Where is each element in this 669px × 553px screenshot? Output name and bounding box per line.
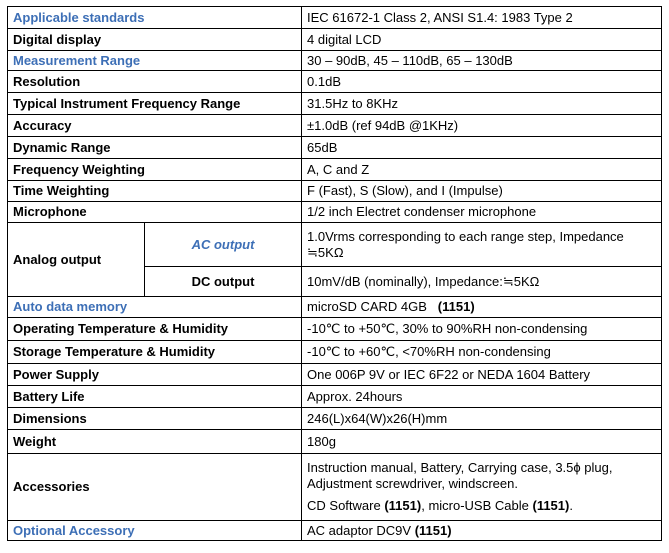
accessories-label: Accessories [8, 454, 302, 521]
storage-temp-label: Storage Temperature & Humidity [8, 341, 302, 364]
resolution-label: Resolution [8, 71, 302, 93]
battery-life-value: Approx. 24hours [302, 386, 662, 408]
optional-accessory-model: (1151) [414, 522, 452, 538]
microphone-value: 1/2 inch Electret condenser microphone [302, 202, 662, 223]
measurement-range-value: 30 – 90dB, 45 – 110dB, 65 – 130dB [302, 51, 662, 71]
row-frequency-weighting [8, 159, 662, 181]
measurement-range-label: Measurement Range [8, 51, 302, 71]
dc-output-value: 10mV/dB (nominally), Impedance:≒5KΩ [302, 267, 662, 297]
accessories-period: . [569, 498, 573, 513]
frequency-range-value: 31.5Hz to 8KHz [302, 93, 662, 115]
auto-data-memory-value [302, 297, 662, 318]
analog-output-label: Analog output [8, 223, 145, 297]
optional-accessory-value [302, 521, 662, 541]
row-accuracy [8, 115, 662, 137]
optional-accessory-label: Optional Accessory [8, 521, 302, 541]
row-power-supply [8, 364, 662, 386]
accessories-value [302, 454, 662, 521]
usb-cable-model: (1151) [532, 498, 570, 513]
accessories-text: Instruction manual, Battery, Carrying case, 3.5ϕ plug, Adjustment screwdriver, windscreen. [307, 460, 613, 491]
dynamic-range-value: 65dB [302, 137, 662, 159]
row-frequency-range [8, 93, 662, 115]
optional-accessory-text: AC adaptor DC9V [307, 522, 412, 538]
time-weighting-label: Time Weighting [8, 181, 302, 202]
row-resolution [8, 71, 662, 93]
digital-display-value: 4 digital LCD [302, 29, 662, 51]
row-measurement-range [8, 51, 662, 71]
row-time-weighting [8, 181, 662, 202]
storage-temp-value: -10℃ to +60℃, <70%RH non-condensing [302, 341, 662, 364]
row-microphone [8, 202, 662, 223]
row-battery-life [8, 386, 662, 408]
accuracy-label: Accuracy [8, 115, 302, 137]
microphone-label: Microphone [8, 202, 302, 223]
row-weight [8, 430, 662, 454]
operating-temp-value: -10℃ to +50℃, 30% to 90%RH non-condensing [302, 318, 662, 341]
row-auto-data-memory [8, 297, 662, 318]
row-dynamic-range [8, 137, 662, 159]
dynamic-range-label: Dynamic Range [8, 137, 302, 159]
row-operating-temp [8, 318, 662, 341]
row-applicable-standards [8, 7, 662, 29]
accuracy-value: ±1.0dB (ref 94dB @1KHz) [302, 115, 662, 137]
frequency-range-label: Typical Instrument Frequency Range [8, 93, 302, 115]
dimensions-value: 246(L)x64(W)x26(H)mm [302, 408, 662, 430]
weight-label: Weight [8, 430, 302, 454]
weight-value: 180g [302, 430, 662, 454]
digital-display-label: Digital display [8, 29, 302, 51]
operating-temp-label: Operating Temperature & Humidity [8, 318, 302, 341]
dimensions-label: Dimensions [8, 408, 302, 430]
applicable-standards-label: Applicable standards [8, 7, 302, 29]
resolution-value: 0.1dB [302, 71, 662, 93]
frequency-weighting-label: Frequency Weighting [8, 159, 302, 181]
specifications-table [7, 6, 662, 541]
row-accessories [8, 454, 662, 521]
power-supply-value: One 006P 9V or IEC 6F22 or NEDA 1604 Battery [302, 364, 662, 386]
time-weighting-value: F (Fast), S (Slow), and I (Impulse) [302, 181, 662, 202]
usb-cable-text: , micro-USB Cable [421, 498, 529, 513]
row-optional-accessory [8, 521, 662, 541]
power-supply-label: Power Supply [8, 364, 302, 386]
dc-output-label: DC output [145, 267, 302, 297]
applicable-standards-value: IEC 61672-1 Class 2, ANSI S1.4: 1983 Type 2 [302, 7, 662, 29]
auto-data-memory-label: Auto data memory [8, 297, 302, 318]
frequency-weighting-value: A, C and Z [302, 159, 662, 181]
cd-software-model: (1151) [384, 498, 422, 513]
ac-output-value: 1.0Vrms corresponding to each range step, Impedance ≒5KΩ [302, 223, 662, 267]
ac-output-label: AC output [145, 223, 302, 267]
row-storage-temp [8, 341, 662, 364]
row-analog-output-ac [8, 223, 662, 267]
row-digital-display [8, 29, 662, 51]
row-dimensions [8, 408, 662, 430]
battery-life-label: Battery Life [8, 386, 302, 408]
cd-software-text: CD Software [307, 498, 381, 513]
auto-data-memory-model: (1151) [437, 299, 475, 314]
auto-data-memory-text: microSD CARD 4GB [307, 299, 427, 314]
